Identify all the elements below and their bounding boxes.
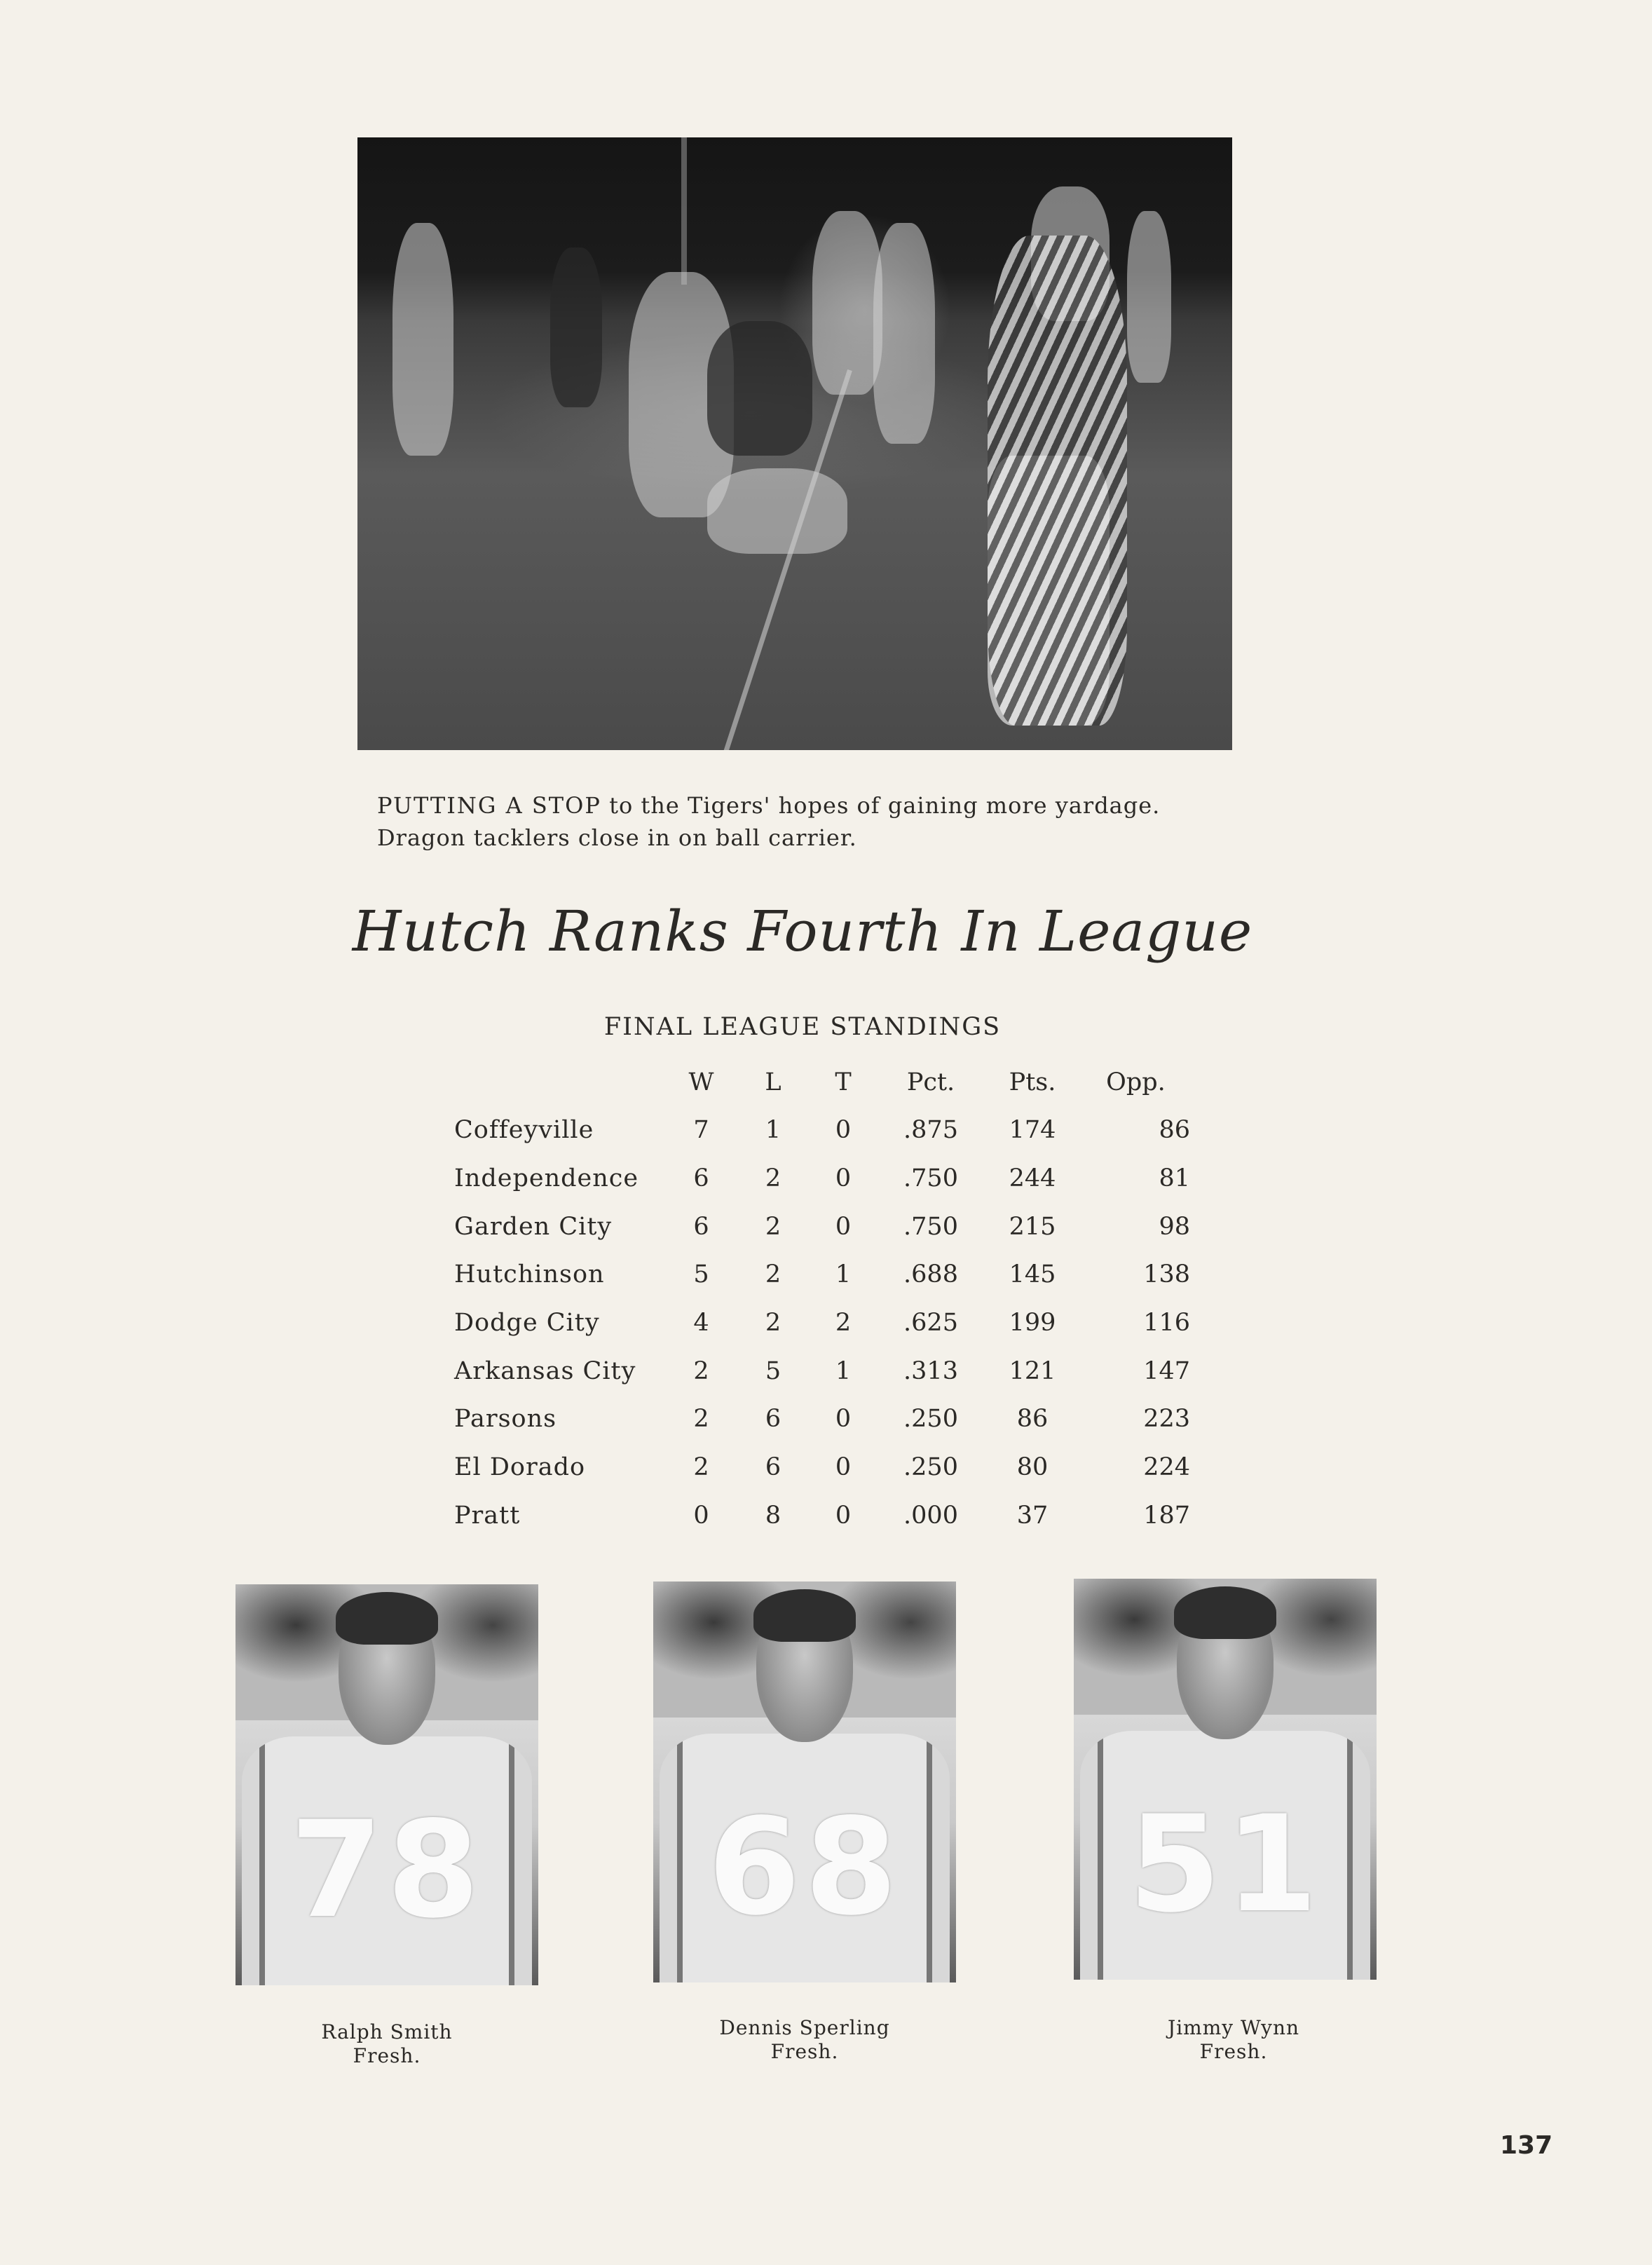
header-pct: Pct. xyxy=(906,1068,955,1096)
pct: .688 xyxy=(903,1260,958,1289)
wins: 0 xyxy=(693,1501,709,1530)
wins: 7 xyxy=(693,1116,709,1145)
player-figure xyxy=(873,223,934,444)
team-name: Garden City xyxy=(454,1212,613,1241)
table-row xyxy=(442,1492,1190,1540)
light-pole xyxy=(681,137,687,285)
opponent-points: 147 xyxy=(1143,1356,1190,1385)
jersey-number: 78 xyxy=(289,1793,484,1948)
player-hair xyxy=(753,1589,856,1641)
header-opponent-points: Opp. xyxy=(1106,1068,1166,1096)
player-caption xyxy=(233,2020,541,2068)
jersey-number: 68 xyxy=(707,1790,902,1945)
opponent-points: 138 xyxy=(1143,1260,1190,1289)
points: 199 xyxy=(1009,1309,1056,1338)
player-class: Fresh. xyxy=(353,2044,421,2067)
caption-line2: Dragon tacklers close in on ball carrier. xyxy=(377,824,857,851)
ties: 0 xyxy=(835,1212,852,1241)
points: 244 xyxy=(1009,1164,1056,1193)
pct: .750 xyxy=(903,1212,958,1241)
team-name: Dodge City xyxy=(454,1309,600,1338)
caption-lead: PUTTING A STOP xyxy=(377,792,601,819)
table-row xyxy=(442,1202,1190,1251)
ties: 1 xyxy=(835,1260,852,1289)
team-name: Arkansas City xyxy=(454,1356,636,1385)
losses: 6 xyxy=(765,1405,781,1434)
ties: 1 xyxy=(835,1356,852,1385)
fallen-player-figure xyxy=(707,468,847,554)
opponent-points: 223 xyxy=(1143,1405,1190,1434)
player-name: Jimmy Wynn xyxy=(1167,2016,1300,2039)
pct: .250 xyxy=(903,1405,958,1434)
page-number: 137 xyxy=(1500,2131,1553,2160)
jersey-number: 51 xyxy=(1128,1787,1323,1943)
player-portrait xyxy=(235,1584,538,1985)
losses: 2 xyxy=(765,1212,781,1241)
ties: 0 xyxy=(835,1453,852,1482)
table-row xyxy=(442,1155,1190,1203)
player-figure xyxy=(550,247,603,407)
opponent-points: 98 xyxy=(1159,1212,1190,1241)
table-row xyxy=(442,1347,1190,1395)
player-figure xyxy=(812,211,882,395)
caption-line1: to the Tigers' hopes of gaining more yardage. xyxy=(609,792,1161,819)
player-name: Dennis Sperling xyxy=(719,2016,890,2039)
standings-header-row xyxy=(442,1059,1190,1106)
tackler-figure xyxy=(707,321,812,456)
ties: 0 xyxy=(835,1501,852,1530)
losses: 2 xyxy=(765,1164,781,1193)
player-hair xyxy=(1174,1586,1277,1638)
points: 86 xyxy=(1016,1405,1049,1434)
opponent-points: 81 xyxy=(1159,1164,1190,1193)
points: 37 xyxy=(1016,1501,1049,1530)
losses: 6 xyxy=(765,1453,781,1482)
player-figure xyxy=(392,223,453,456)
player-portrait xyxy=(1074,1579,1377,1980)
team-name: Pratt xyxy=(454,1501,521,1530)
player-caption xyxy=(1079,2016,1388,2064)
header-wins: W xyxy=(688,1068,714,1096)
player-class: Fresh. xyxy=(770,2040,839,2063)
points: 174 xyxy=(1009,1116,1056,1145)
player-figure xyxy=(1127,211,1170,383)
standings-table xyxy=(442,1059,1190,1539)
table-row xyxy=(442,1443,1190,1492)
wins: 4 xyxy=(693,1309,709,1338)
wins: 2 xyxy=(693,1405,709,1434)
opponent-points: 187 xyxy=(1143,1501,1190,1530)
header-losses: L xyxy=(765,1068,781,1096)
player-hair xyxy=(336,1592,439,1644)
team-name: Hutchinson xyxy=(454,1260,605,1289)
header-team xyxy=(442,1059,664,1106)
table-row xyxy=(442,1251,1190,1299)
team-name: Independence xyxy=(454,1164,639,1193)
team-name: El Dorado xyxy=(454,1453,586,1482)
ties: 0 xyxy=(835,1164,852,1193)
losses: 5 xyxy=(765,1356,781,1385)
pct: .000 xyxy=(903,1501,958,1530)
team-name: Parsons xyxy=(454,1405,557,1434)
pct: .250 xyxy=(903,1453,958,1482)
opponent-points: 116 xyxy=(1143,1309,1190,1338)
points: 121 xyxy=(1009,1356,1056,1385)
pct: .750 xyxy=(903,1164,958,1193)
wins: 2 xyxy=(693,1453,709,1482)
page-headline: Hutch Ranks Fourth In League xyxy=(352,899,1253,964)
ties: 0 xyxy=(835,1116,852,1145)
header-points: Pts. xyxy=(1009,1068,1056,1096)
losses: 2 xyxy=(765,1309,781,1338)
team-name: Coffeyville xyxy=(454,1116,594,1145)
table-row xyxy=(442,1106,1190,1155)
player-caption xyxy=(650,2016,959,2064)
player-name: Ralph Smith xyxy=(321,2020,453,2043)
wins: 6 xyxy=(693,1212,709,1241)
losses: 2 xyxy=(765,1260,781,1289)
pct: .625 xyxy=(903,1309,958,1338)
table-row xyxy=(442,1299,1190,1347)
points: 145 xyxy=(1009,1260,1056,1289)
standings-title: FINAL LEAGUE STANDINGS xyxy=(603,1013,1002,1041)
wins: 6 xyxy=(693,1164,709,1193)
header-ties: T xyxy=(835,1068,852,1096)
ties: 0 xyxy=(835,1405,852,1434)
player-class: Fresh. xyxy=(1199,2040,1268,2063)
football-action-photo xyxy=(357,137,1232,750)
player-portrait xyxy=(653,1582,956,1982)
points: 80 xyxy=(1016,1453,1049,1482)
losses: 8 xyxy=(765,1501,781,1530)
losses: 1 xyxy=(765,1116,781,1145)
points: 215 xyxy=(1009,1212,1056,1241)
ties: 2 xyxy=(835,1309,852,1338)
table-row xyxy=(442,1395,1190,1443)
opponent-points: 86 xyxy=(1159,1116,1190,1145)
wins: 5 xyxy=(693,1260,709,1289)
wins: 2 xyxy=(693,1356,709,1385)
opponent-points: 224 xyxy=(1143,1453,1190,1482)
pct: .313 xyxy=(903,1356,958,1385)
pct: .875 xyxy=(903,1116,958,1145)
photo-caption xyxy=(377,789,1246,854)
referee-figure xyxy=(988,236,1128,726)
